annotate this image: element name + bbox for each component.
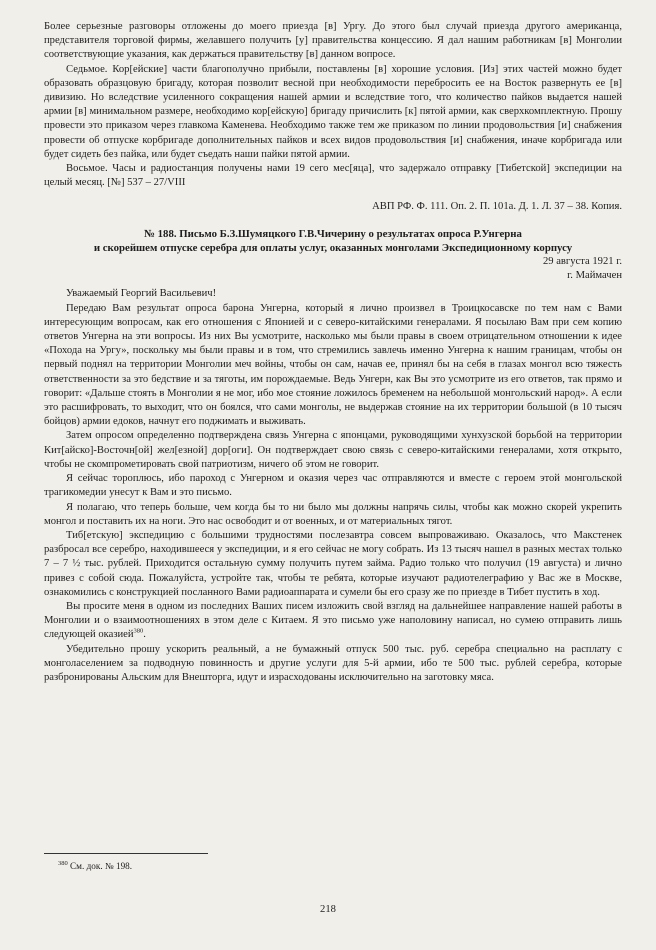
paragraph: Седьмое. Кор[ейские] части благополучно прибыли, поставлены [в] хорошие условия. [Из] этих частей можно будет образовать образцовую бригаду, которая позволит весной при необходимости перебросить ее на Восток развернуть ее [в] дивизию. Но вследствие усиленного сокращения нашей армии и вследствие того, что количество пайков выдается нашей армии [в] минимальном размере, необходимо кор[ейскую] бригаду причислить [к] пятой армии, как сверхкомплектную. Прошу провести это приказом через главкома Каменева. Необходимо также тем же приказом по линии продовольствия [и] снабжения провести об отпуске корбригаде дополнительных пайков и всех видов продовольствия [и] снабжения, иначе корбригада или будет сидеть без пайка, или будет съедать наши пайки пятой армии.	[44, 63, 622, 160]
salutation: Уважаемый Георгий Васильевич!	[66, 288, 217, 300]
letter-body	[44, 302, 622, 685]
page-number: 218	[320, 904, 336, 915]
footnote-number: 380	[58, 860, 68, 867]
footnote-reference[interactable]: 380	[133, 627, 144, 635]
paragraph: Тиб[етскую] экспедицию с большими трудностями послезавтра совсем выпроваживаю. Оказалось, что Макстенек разбросал все серебро, находившееся у экспедиции, и я его сейчас не могу собрать. Из 13 тысяч нашел в разных местах только 7 – 7 ½ тыс. рублей. Приходится остальную сумму получить путем займа. Радио только что получил (19 августа) и лично привез с собой сюда. Пожалуйста, устройте так, чтобы те ребята, которые изучают радиотелеграфию у Вас же в Москве, ознакомились с конструкцией посланного Вами радиоаппарата и сумели бы его сразу же по приезде в Тибет пустить в ход.	[44, 529, 622, 598]
paragraph	[44, 600, 622, 643]
document-title-line-1: № 188. Письмо Б.З.Шумяцкого Г.В.Чичерину о результатах опроса Р.Унгерна	[144, 227, 522, 240]
intro-text	[44, 20, 622, 190]
paragraph: Передаю Вам результат опроса барона Унгерна, который я лично произвел в Троицкосавске по тем нам с Вами интересующим вопросам, как его отношения с Японией и с северо-китайскими генералами. Я посылаю Вам при сем копию ответов Унгерна на эти вопросы. Из них Вы усмотрите, насколько мы были правы в своем отрицательном отношении к идее «Похода на Ургу», поскольку мы были правы и в том, что стремились завлечь именно Унгерна к нашим границам, чтобы он первый поднял на территории Монголии меч войны, чтобы он сам, начав ее, принял бы на себя в глазах монгол всю тяжесть ответственности за это бедствие и за тяготы, им порождаемые. Ведь Унгерн, как Вы это усмотрите из его ответов, так прямо и говорит: «Дальше стоять в Монголии я не мог, ибо мое стояние ложилось бременем на небольшой монгольский народ». А если это расшифровать, то выходит, что он боялся, что сами монголы, не выдержав стояние на их территории большой (в 10 тысяч бойцов) армии едоков, начнут его поджимать и выживать.	[44, 302, 622, 428]
paragraph: Более серьезные разговоры отложены до моего приезда [в] Ургу. До этого был случай приезда другого американца, представителя торговой фирмы, желавшего получить [у] правительства концессию. Я дал нашим работникам [в] Монголии соответствующие указания, как держаться правительству [в] данном вопросе.	[44, 21, 622, 61]
document-title-line-2: и скорейшем отпуске серебра для оплаты услуг, оказанных монголами Экспедиционному корпусу	[93, 241, 573, 254]
footnote-text: См. док. № 198.	[67, 861, 133, 872]
paragraph: Убедительно прошу ускорить реальный, а не бумажный отпуск 500 тыс. руб. серебра специально на расплату с монголаселением за подводную повинность и другие услуги для 5-й армии, ибо те 500 тыс. рублей серебра, которые разбронированы Альским для Внешторга, идут и израсходованы исключительно на заготовку мяса.	[44, 643, 622, 683]
footnote	[58, 858, 132, 872]
paragraph: Затем опросом определенно подтверждена связь Унгерна с японцами, руководящими хунхузской борьбой на территории Кит[айско]-Восточн[ой] жел[езной] дор[оги]. Он подтверждает свою связь с северо-китайскими генералами, хотя открыто, чтобы не скомпрометировать свой патриотизм, ничего об этом не говорит.	[44, 430, 622, 470]
paragraph: Я сейчас тороплюсь, ибо пароход с Унгерном и оказия через час отправляются и вместе с героем этой монгольской трагикомедии унесут к Вам и это письмо.	[44, 473, 622, 499]
paragraph: Я полагаю, что теперь больше, чем когда бы то ни было мы должны напрячь силы, чтобы как можно скорей укрепить монгол и поставить их на ноги. Это нас освободит и от военных, и от материальных тягот.	[44, 501, 622, 527]
paragraph-text: Вы просите меня в одном из последних Ваших писем изложить свой взгляд на дальнейшее направление нашей работы в Монголии и о взаимоотношениях в этом деле с Китаем. Я это письмо уже наполовину написал, но сумею отправить лишь следующей оказией	[44, 600, 622, 641]
paragraph: Восьмое. Часы и радиостанция получены нами 19 сего мес[яца], что задержало отправку [Тибетской] экспедиции на целый месяц. [№] 537 – 27/VIII	[44, 163, 622, 189]
paragraph-text-end: .	[143, 629, 146, 641]
document-date: 29 августа 1921 г.	[542, 256, 622, 268]
archive-source-reference: АВП РФ. Ф. 111. Оп. 2. П. 101а. Д. 1. Л. 37 – 38. Копия.	[372, 201, 622, 213]
document-place: г. Маймачен	[567, 270, 622, 282]
footnote-divider	[44, 853, 208, 854]
